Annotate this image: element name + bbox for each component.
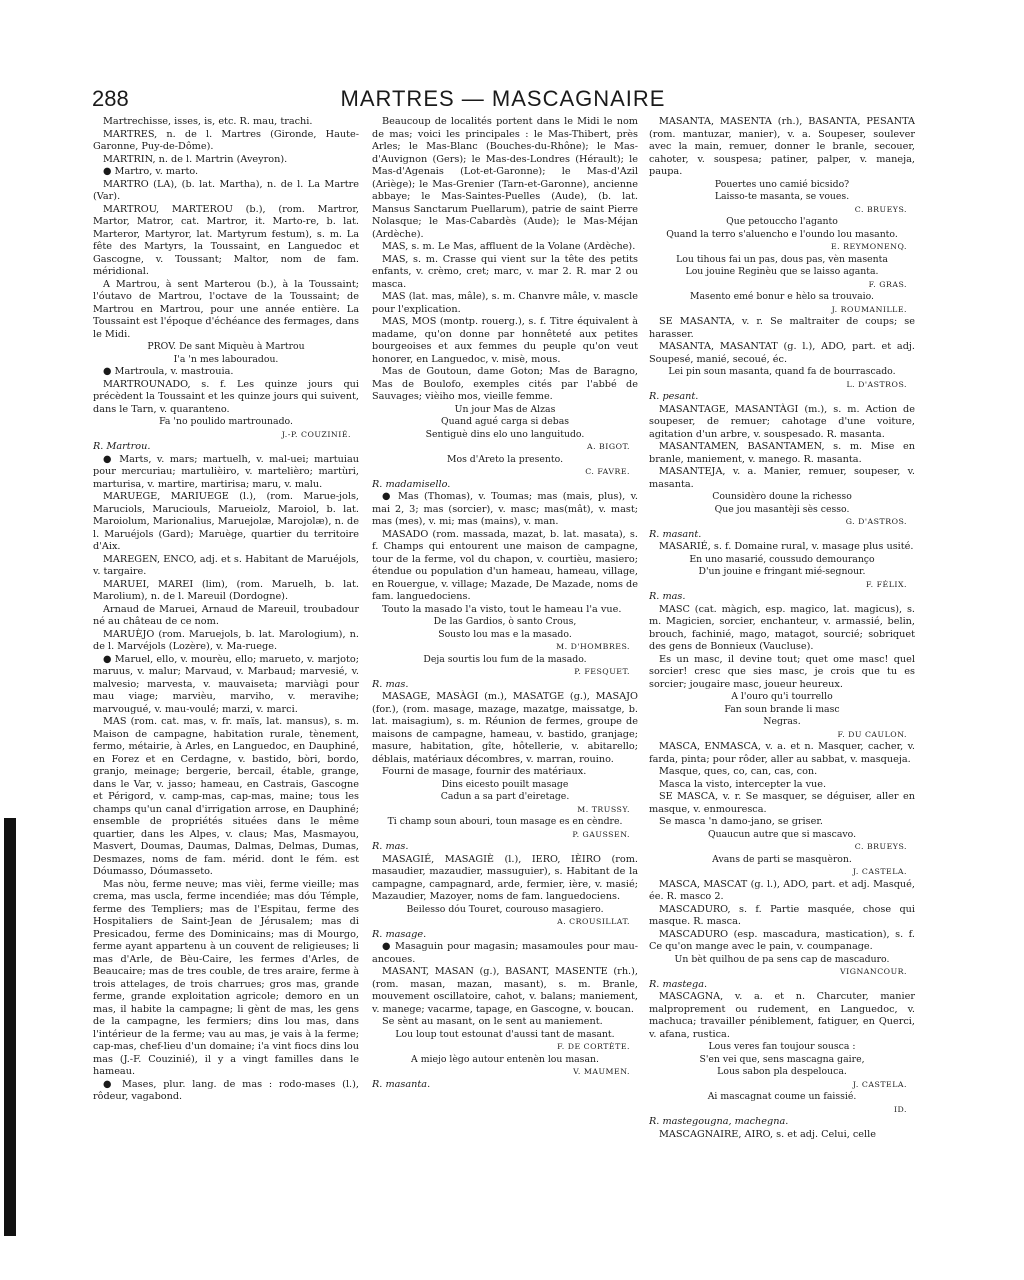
quotation-line: Fa 'no poulido martrounado. xyxy=(159,416,293,427)
quotation-line: S'en vei que, sens mascagna gaire, xyxy=(699,1053,865,1065)
entry-paragraph: MASADO (rom. massada, mazat, b. lat. masata), s. f. Champs qui entourent une maison de campagne, tour de la ferme, vol du chapon, v. courtièu, masiero; étendue ou population d'un hameau, hameau, village, en Rouergue, v. village; Mazade, De Mazade, noms de fam. languedociens. xyxy=(372,528,638,602)
entry-paragraph: ● Masaguin pour magasin; masamoules pour mau-ancoues. xyxy=(372,941,638,965)
entry-paragraph: Mas de Goutoun, dame Goton; Mas de Baragno, Mas de Boulofo, exemples cités par l'abbé de Sauvages; vièiho mos, vieille femme. xyxy=(372,366,638,402)
entry-paragraph: MASCAGNA, v. a. et n. Charcuter, manier malproprement ou rudement, en Languedoc, v. machuca; travailler péniblement, fatiguer, en Querci, v. afana, rustica. xyxy=(649,991,915,1040)
entry-paragraph: MASANTAGE, MASANTÀGI (m.), s. m. Action de soupeser, de remuer; cahotage d'une voiture, agitation d'un arbre, v. souspesado. R. masanta. xyxy=(649,403,915,440)
quotation-source: J.-P. COUZINIÉ. xyxy=(281,429,351,439)
quotation-source: F. DU CAULON. xyxy=(837,729,907,739)
quotation-line: Lou jouine Reginèu que se laisso aganta. xyxy=(685,266,879,277)
quotation-line: Ti champ soun abouri, toun masage es en cèndre. xyxy=(387,816,623,827)
quotation-source: A. BIGOT. xyxy=(586,442,630,451)
etymology-ref: R. madamisello. xyxy=(372,478,451,490)
entry-paragraph: MARTROU, MARTEROU (b.), (rom. Martror, Martor, Matror, cat. Martror, it. Marto-re, b. lat. Marteror, Martyror, lat. Martyrum festum), s. m. La fête des Martyrs, la Toussaint, en Languedoc et Gascogne, v. Toussant; Maltor, nom de fam. méridional. xyxy=(93,203,359,277)
quotation-source: E. REYMONENQ. xyxy=(830,242,907,251)
quotation-source: P. GAUSSEN. xyxy=(572,829,630,839)
entry-paragraph: MASC (cat. màgich, esp. magico, lat. magicus), s. m. Magicien, sorcier, enchanteur, v. armassié, belin, brouch, fachinié, mago, matagot, sourcié; sobriquet des gens de Bonnieux (Vaucluse). xyxy=(649,603,915,652)
quotation-line: Quand la terro s'aluencho e l'oundo lou masanto. xyxy=(666,228,898,240)
etymology-ref: R. Martrou. xyxy=(93,441,151,452)
quotation-source: J. CASTELA. xyxy=(852,1079,907,1089)
quotation-line: Lou loup tout estounat d'aussi tant de masant. xyxy=(395,1028,615,1040)
entry-paragraph: ● Martroula, v. mastrouia. xyxy=(103,366,234,377)
entry-paragraph: Se masca 'n damo-jano, se griser. xyxy=(659,816,823,827)
quotation-line: Masento emé bonur e hèlo sa trouvaio. xyxy=(690,291,874,302)
quotation-source: F. GRAS. xyxy=(868,279,907,289)
quotation-line: Mos d'Areto la presento. xyxy=(446,453,564,465)
entry-paragraph: ● Mases, plur. lang. de mas : rodo-mases (l.), rôdeur, vagabond. xyxy=(93,1078,359,1102)
quotation-line: En uno masarié, coussudo demouranço xyxy=(689,553,875,565)
quotation-line: Counsidèro doune la richesso xyxy=(712,491,852,502)
quotation-source: C. BRUEYS. xyxy=(854,842,907,851)
quotation-source: ID. xyxy=(893,1104,907,1114)
etymology-ref: R. mas. xyxy=(372,678,409,690)
quotation-source: L. D'ASTROS. xyxy=(846,379,907,389)
etymology-ref: R. mastega. xyxy=(649,978,708,990)
quotation-source: V. MAUMEN. xyxy=(573,1067,630,1076)
entry-paragraph: MASANTEJA, v. a. Manier, remuer, soupeser, v. masanta. xyxy=(649,466,915,490)
etymology-ref: R. mastegougna, machegna. xyxy=(649,1116,789,1127)
entry-paragraph: MASCADURO, s. f. Partie masquée, chose qui masque. R. masca. xyxy=(649,903,915,927)
quotation-line: Que jou masantèji sès cesso. xyxy=(714,503,850,515)
quotation-source: F. FÉLIX. xyxy=(865,579,907,589)
column-left xyxy=(93,116,359,1246)
quotation-line: Deja sourtis lou fum de la masado. xyxy=(423,653,587,665)
entry-paragraph: Martrechisse, isses, is, etc. R. mau, trachi. xyxy=(103,116,313,127)
entry-paragraph: Touto la masado l'a visto, tout le hameau l'a vue. xyxy=(382,603,622,615)
entry-paragraph: MARTRIN, n. de l. Martrin (Aveyron). xyxy=(103,153,288,165)
quotation-line: Que petouccho l'aganto xyxy=(726,216,838,227)
scan-margin-bar xyxy=(4,818,16,1236)
entry-paragraph: MARUEI, MAREI (lim), (rom. Maruelh, b. lat. Marolium), n. de l. Mareuil (Dordogne). xyxy=(93,578,359,602)
entry-paragraph: MARUÈJO (rom. Maruejols, b. lat. Marologium), n. de l. Marvéjols (Lozère), v. Ma-ruege. xyxy=(93,628,359,652)
entry-paragraph: MASCAGNAIRE, AIRO, s. et adj. Celui, celle xyxy=(659,1128,876,1140)
entry-paragraph: SE MASANTA, v. r. Se maltraiter de coups; se harasser. xyxy=(649,316,915,340)
quotation-line: A miejo lègo autour entenèn lou masan. xyxy=(411,1053,599,1065)
entry-paragraph: MARUEGE, MARIUEGE (l.), (rom. Marue-jols, Maruciols, Maruciouls, Marueiolz, Maroiol, b. lat. Maroiolum, Marionalius, Maruejolæ, Marojolæ), n. de l. Maruéjols (Gard); Maruège, quartier du territoire d'Aix. xyxy=(93,491,359,552)
entry-paragraph: MASCA, ENMASCA, v. a. et n. Masquer, cacher, v. farda, pinta; pour rôder, aller au sabbat, v. masqueja. xyxy=(649,741,915,765)
quotation-source: M. D'HOMBRES. xyxy=(556,642,630,651)
entry-paragraph: ● Mas (Thomas), v. Toumas; mas (mais, plus), v. mai 2, 3; mas (sorcier), v. masc; mas(mât), v. mast; mas (mes), v. mi; mas (mains), v. man. xyxy=(372,491,638,527)
etymology-ref: R. masanta. xyxy=(372,1078,431,1090)
page-number: 288 xyxy=(92,86,129,111)
quotation-source: F. DE CORTÈTE. xyxy=(557,1042,630,1051)
quotation-line: Sousto lou mas e la masado. xyxy=(438,628,572,640)
quotation-line: Quaucun autre que si mascavo. xyxy=(707,828,857,840)
quotation-line: Cadun a sa part d'eiretage. xyxy=(440,791,570,802)
quotation-line: Lou tihous fai un pas, dous pas, vèn masenta xyxy=(676,253,888,265)
quotation-line: PROV. De sant Miquèu à Martrou xyxy=(147,341,305,352)
entry-paragraph: MARTRES, n. de l. Martres (Gironde, Haute-Garonne, Puy-de-Dôme). xyxy=(93,128,359,152)
quotation-source: P. FESQUET. xyxy=(574,667,630,676)
quotation-line: Lous veres fan toujour sousca : xyxy=(708,1041,856,1052)
page-header xyxy=(92,86,914,114)
quotation-source: M. TRUSSY. xyxy=(577,804,630,814)
quotation-line: Laisso-te masanta, se voues. xyxy=(714,191,850,202)
entry-paragraph: MAS, s. m. Le Mas, affluent de la Volane (Ardèche). xyxy=(382,241,636,252)
entry-paragraph: Masca la visto, intercepter la vue. xyxy=(659,778,827,790)
entry-paragraph: Es un masc, il devine tout; quet ome masc! quel sorcier! cresc que sies masc, je crois que tu es sorcier; jougaire masc, joueur heureux. xyxy=(649,653,915,690)
quotation-line: Un jour Mas de Alzas xyxy=(454,403,556,415)
entry-paragraph: ● Martro, v. marto. xyxy=(103,166,199,177)
entry-paragraph: MASCADURO (esp. mascadura, mastication), s. f. Ce qu'on mange avec le pain, v. coumpanage. xyxy=(649,928,915,952)
quotation-line: Negras. xyxy=(763,716,801,727)
quotation-line: Avans de parti se masquèron. xyxy=(712,853,852,865)
entry-paragraph: MAREGEN, ENCO, adj. et s. Habitant de Maruéjols, v. targaire. xyxy=(93,553,359,577)
entry-paragraph: SE MASCA, v. r. Se masquer, se déguiser, aller en masque, v. enmouresca. xyxy=(649,791,915,815)
entry-paragraph: Beaucoup de localités portent dans le Midi le nom de mas; voici les principales : le Mas-Thibert, près Arles; le Mas-Blanc (Bouches-du-Rhône); le Mas-d'Auvignon (Gers); le Mas-des-Londres (Hérault); le Mas-d'Agenais (Lot-et-Garonne); le Mas-d'Azil (Ariège); le Mas-Grenier (Tarn-et-Garonne), ancienne abbaye; le Mas-Saintes-Puelles (Aude), (b. lat. Mansus Sanctarum Puellarum), patrie de saint Pierre Nolasque; le Mas-Cabardès (Aude); le Mas-Méjan (Ardèche). xyxy=(372,116,638,240)
quotation-source: C. FAVRE. xyxy=(585,467,630,476)
column-right xyxy=(649,116,915,1246)
quotation-source: VIGNANCOUR. xyxy=(840,967,907,976)
entry-paragraph: MAS (rom. cat. mas, v. fr. maïs, lat. mansus), s. m. Maison de campagne, habitation rurale, tènement, fermo, métairie, à Arles, en Languedoc, en Dauphiné, en Forez et en Cerdagne, v. bastido, bòri, bordo, granjo, meinage; bergerie, bercail, étable, grange, dans le Var, v. jasso; hameau, en Castrais, Gascogne et Périgord, v. camp-mas, cap-mas, maine; tous les champs qu'un canal d'irrigation arrose, en Dauphiné; ensemble de propriétés situées dans le même quartier, dans les Alpes, v. claus; Mas, Masmayou, Masvert, Doumas, Daumas, Dalmas, Delmas, Dumas, Desmazes, noms de fam. mérid. dont le fém. est Dóumasso, Dóumasseto. xyxy=(93,716,359,877)
running-head: MARTRES — MASCAGNAIRE xyxy=(340,86,666,111)
quotation-line: Pouertes uno camié bicsido? xyxy=(714,178,850,190)
quotation-line: Sentiguè dins elo uno languitudo. xyxy=(425,428,585,440)
entry-paragraph: MASANTA, MASENTA (rh.), BASANTA, PESANTA (rom. mantuzar, manier), v. a. Soupeser, soulever avec la main, remuer, donner le branle, secouer, cahoter, v. souspesa; patiner, palper, v. maneja, paupa. xyxy=(649,116,915,177)
quotation-line: De las Gardios, ò santo Crous, xyxy=(433,616,577,627)
entry-paragraph: ● Marts, v. mars; martuelh, v. mal-uei; martuiau pour mercuriau; martulièiro, v. martelièro; martùri, marturisa, v. martire, martirisa; maru, v. malu. xyxy=(93,453,359,490)
entry-paragraph: MARTROUNADO, s. f. Les quinze jours qui précèdent la Toussaint et les quinze jours qui suivent, dans le Tarn, v. quaranteno. xyxy=(93,378,359,415)
column-middle xyxy=(372,116,638,1246)
entry-paragraph: MASCA, MASCAT (g. l.), ADO, part. et adj. Masqué, ée. R. masco 2. xyxy=(649,878,915,902)
quotation-source: J. CASTELA. xyxy=(852,867,907,876)
etymology-ref: R. pesant. xyxy=(649,391,699,402)
quotation-line: Ai mascagnat coume un faissié. xyxy=(707,1091,857,1102)
quotation-source: A. CROUSILLAT. xyxy=(557,917,630,926)
entry-paragraph: Se sènt au masant, on le sent au maniement. xyxy=(382,1016,603,1027)
quotation-line: D'un jouine e fringant mié-segnour. xyxy=(698,566,866,577)
quotation-source: C. BRUEYS. xyxy=(854,204,907,214)
etymology-ref: R. mas. xyxy=(372,841,409,852)
entry-paragraph: Mas nòu, ferme neuve; mas vièi, ferme vieille; mas crema, mas uscla, ferme incendiée; mas dóu Témple, ferme des Templiers; mas de l'Espitau, ferme des Hospitaliers de Saint-Jean de Jérusalem; mas di Presicadou, ferme des Dominicains; mas di Mourgo, ferme ayant appartenu à un couvent de religieuses; li mas d'Arle, de Bèu-Caire, les fermes d'Arles, de Beaucaire; mas de tres couble, de tres araire, ferme à trois attelages, de trois charrues; gros mas, grande ferme, grande exploitation agricole; demoro en un mas, il habite la campagne; li gènt de mas, les gens de la campagne, les fermiers; dins lou mas, dans l'intérieur de la ferme; vau au mas, je vais à la ferme; cap-mas, chef-lieu d'un domaine; i'a vint fiocs dins lou mas (J.-F. Couzinié), il y a vingt familles dans le hameau. xyxy=(93,878,359,1077)
entry-paragraph: Arnaud de Maruei, Arnaud de Mareuil, troubadour né au château de ce nom. xyxy=(93,603,359,627)
entry-paragraph: MAS, s. m. Crasse qui vient sur la tête des petits enfants, v. crèmo, cret; marc, v. mar 2. R. mar 2 ou masca. xyxy=(372,253,638,290)
quotation-line: Un bèt quilhou de pa sens cap de mascaduro. xyxy=(674,953,890,965)
quotation-line: A l'ouro qu'i tourrello xyxy=(731,691,833,702)
etymology-ref: R. masant. xyxy=(649,528,702,540)
entry-paragraph: MASANTA, MASANTAT (g. l.), ADO, part. et adj. Soupesé, manié, secoué, éc. xyxy=(649,341,915,365)
quotation-line: I'a 'n mes labouradou. xyxy=(173,353,279,365)
entry-paragraph: MARTRO (LA), (b. lat. Martha), n. de l. La Martre (Var). xyxy=(93,178,359,202)
entry-paragraph: Masque, ques, co, can, cas, con. xyxy=(659,766,818,777)
entry-paragraph: MASANTAMEN, BASANTAMEN, s. m. Mise en branle, maniement, v. manego. R. masanta. xyxy=(649,441,915,465)
entry-paragraph: Fourni de masage, fournir des matériaux. xyxy=(382,766,587,777)
entry-paragraph: MASARIÉ, s. f. Domaine rural, v. masage plus usité. xyxy=(659,541,914,552)
quotation-line: Beilesso dóu Touret, courouso masagiero. xyxy=(406,903,604,915)
quotation-line: Lous sabon pla despelouca. xyxy=(717,1066,847,1077)
etymology-ref: R. masage. xyxy=(372,928,427,940)
entry-paragraph: MAS (lat. mas, mâle), s. m. Chanvre mâle, v. mascle pour l'explication. xyxy=(372,291,638,315)
entry-paragraph: MASAGIÉ, MASAGIÈ (l.), IERO, IÈIRO (rom. masaudier, mazaudier, massuguier), s. Habitant de la campagne, campagnard, arde, fermier, ière, v. masié; Mazaudier, Mazoyer, noms de fam. languedociens. xyxy=(372,853,638,902)
quotation-source: G. D'ASTROS. xyxy=(845,517,907,526)
quotation-line: Quand agué carga si debas xyxy=(440,416,570,427)
quotation-line: Dins eicesto pouilt masage xyxy=(441,778,569,790)
quotation-source: J. ROUMANILLE. xyxy=(831,304,907,314)
entry-paragraph: A Martrou, à sent Marterou (b.), à la Toussaint; l'óutavo de Martrou, l'octave de la Toussaint; de Martrou en Martrou, pour une année entière. La Toussaint est l'époque d'échéance des fermages, dans le Midi. xyxy=(93,278,359,340)
entry-paragraph: MASANT, MASAN (g.), BASANT, MASENTE (rh.), (rom. masan, mazan, masant), s. m. Branle, mouvement oscillatoire, cahot, v. balans; maniement, v. manege; vacarme, tapage, en Gascogne, v. boucan. xyxy=(372,966,638,1015)
quotation-line: Lei pin soun masanta, quand fa de bourrascado. xyxy=(668,366,896,377)
entry-paragraph: MAS, MOS (montp. rouerg.), s. f. Titre équivalent à madame, qu'on donne par honnêteté aux petites bourgeoises et aux femmes du peuple qu'on veut honorer, en Languedoc, v. misè, mous. xyxy=(372,316,638,365)
entry-paragraph: ● Maruel, ello, v. mourèu, ello; marueto, v. marjoto; maruus, v. malur; Marvaud, v. Marbaud; marvesié, v. malvesio; marvesta, v. mauvaiseta; marviàgi pour mau viage; marvièu, marviho, v. meravihe; marvougué, v. mau-voulé; marzi, v. marci. xyxy=(93,653,359,715)
entry-paragraph: MASAGE, MASÀGI (m.), MASATGE (g.), MASAJO (for.), (rom. masage, mazage, mazatge, maissatge, b. lat. maisagium), s. m. Réunion de fermes, groupe de maisons de campagne, hameau, v. bastido, granjage; masure, habitation, gîte, hôtellerie, v. abitarello; déblais, matériaux décombres, v. marran, rouino. xyxy=(372,691,638,765)
etymology-ref: R. mas. xyxy=(649,591,686,602)
quotation-line: Fan soun brande li masc xyxy=(724,703,840,715)
